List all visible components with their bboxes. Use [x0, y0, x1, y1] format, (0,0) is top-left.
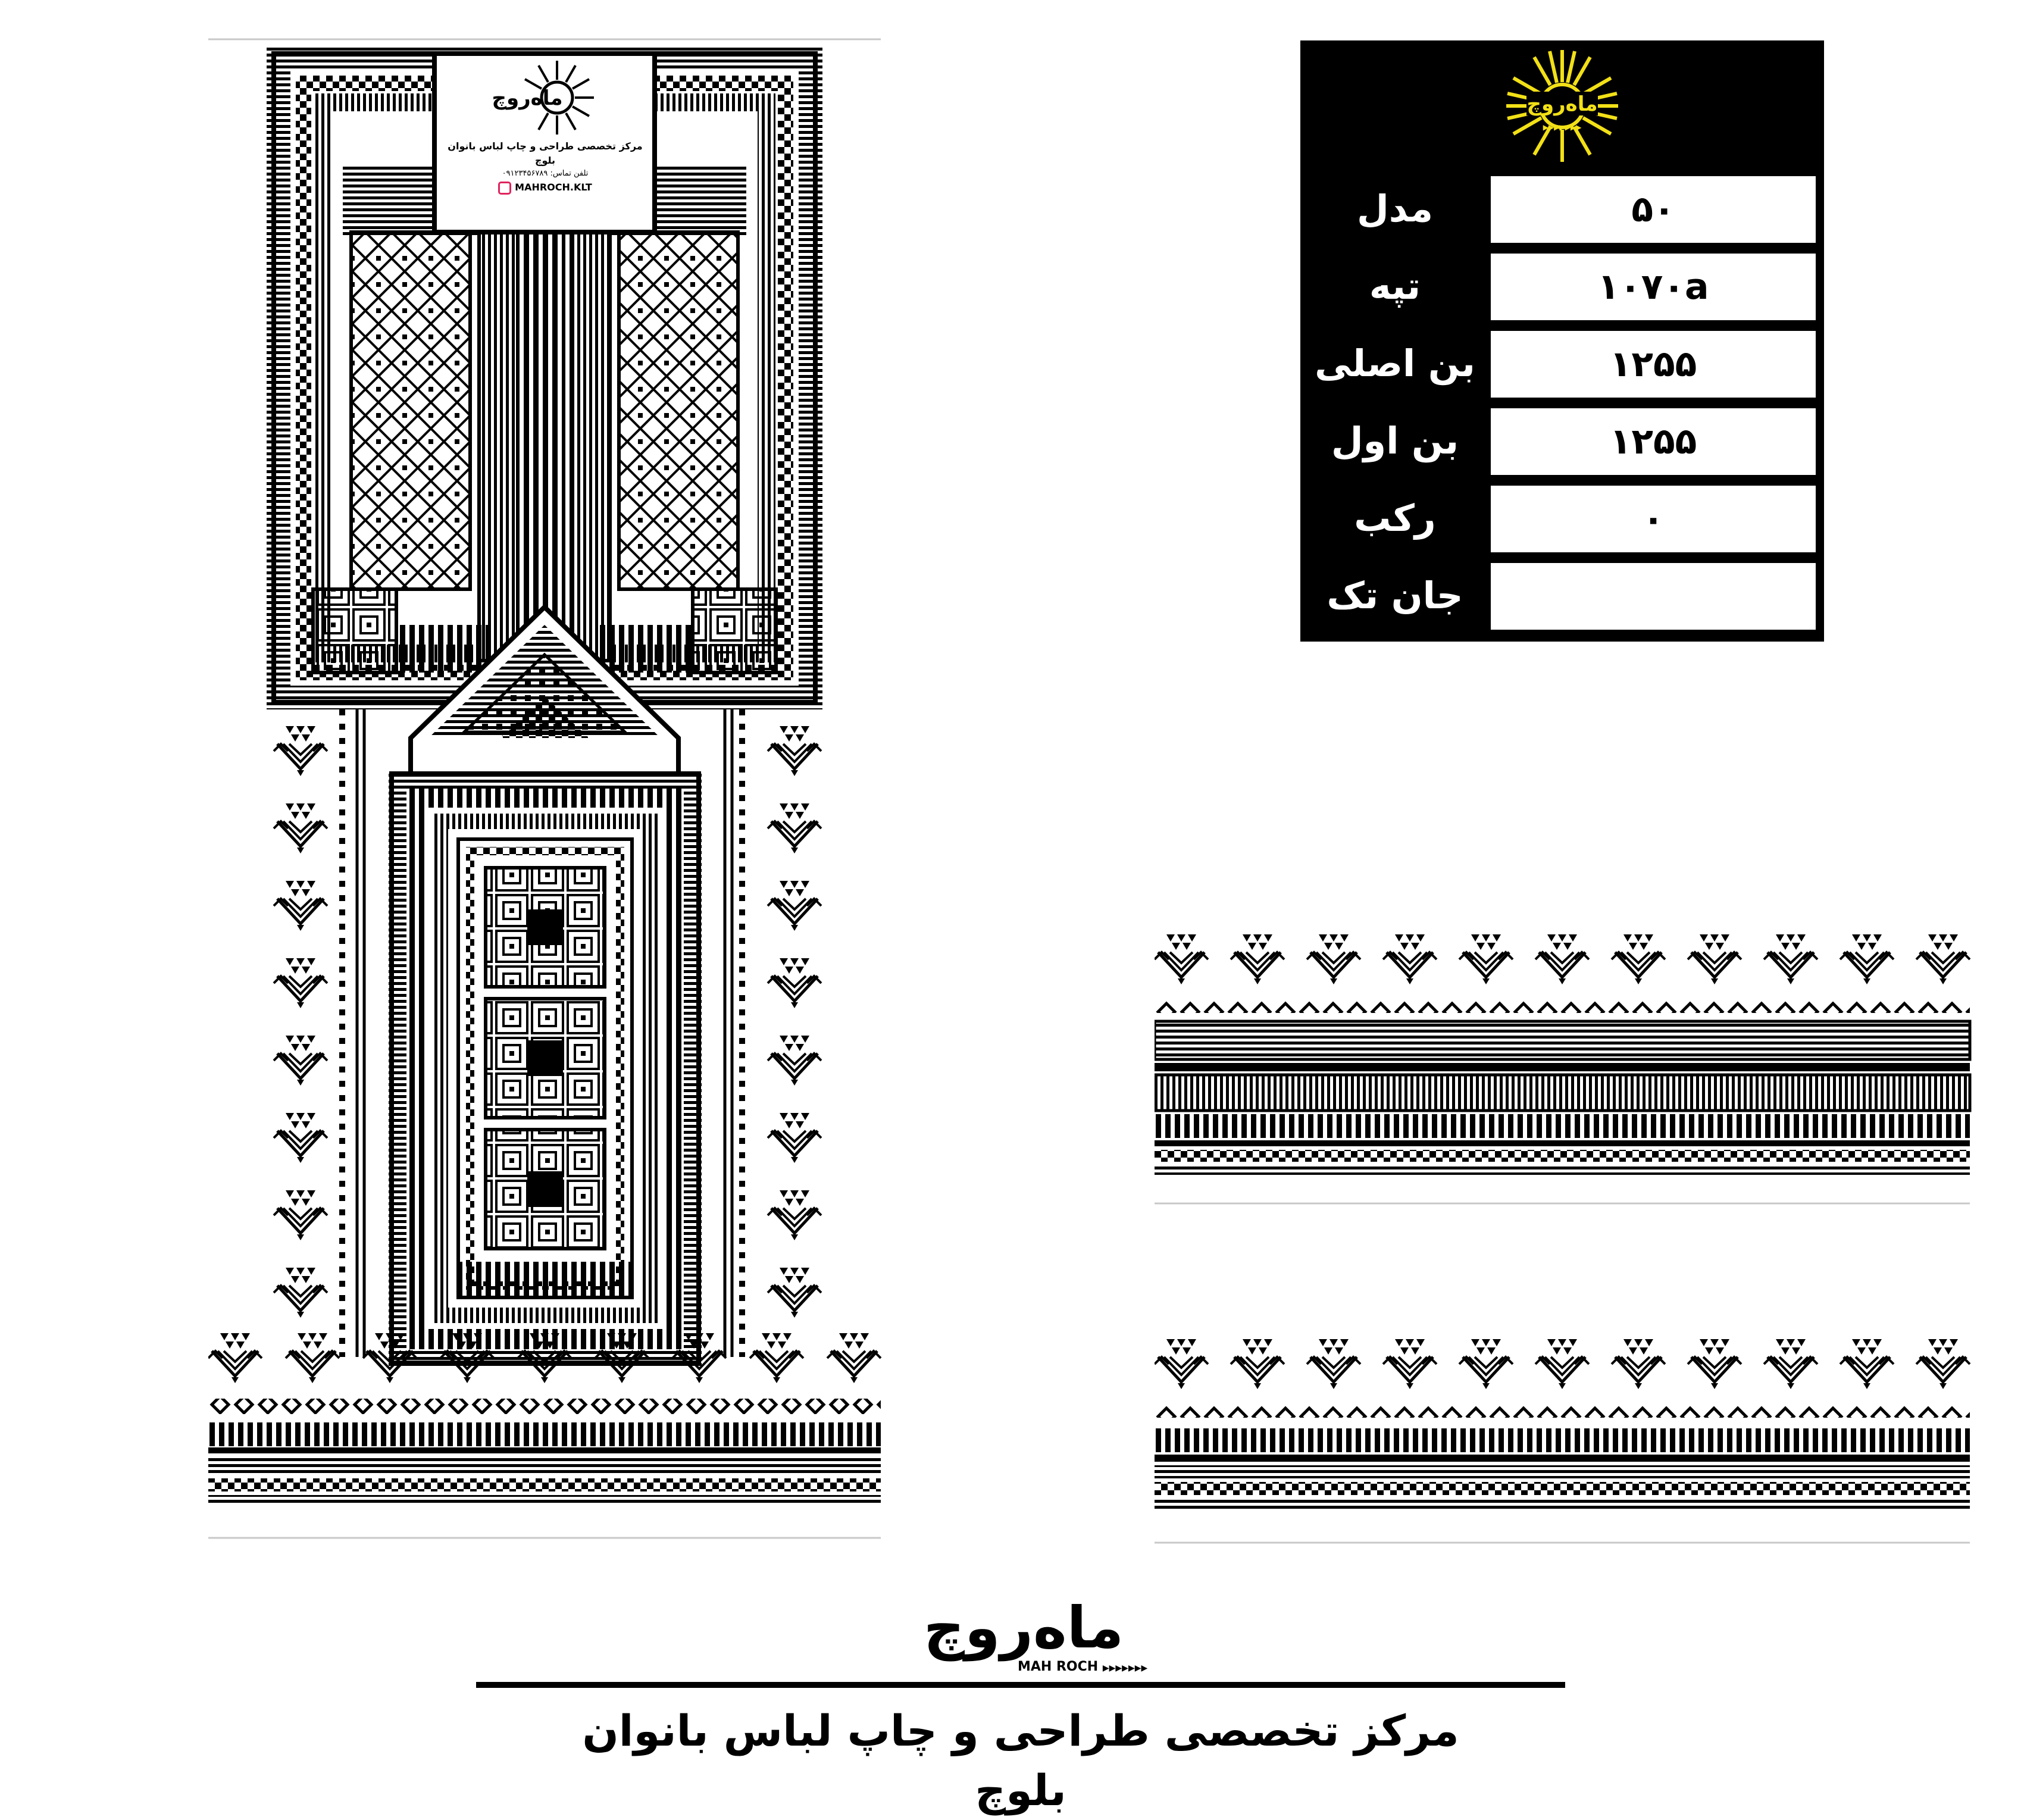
medallion-top [486, 868, 605, 987]
spec-label: بن اول [1331, 419, 1459, 462]
spec-table [1300, 40, 1824, 642]
garment-label-line1: مرکز تخصصی طراحی و چاپ لباس بانوان بلوچ [448, 140, 643, 166]
medallion-bottom [486, 1130, 605, 1249]
spec-row-sleeve [1309, 481, 1816, 551]
instagram-icon [498, 182, 511, 195]
sleeve-border-strip-upper [1155, 928, 1976, 1208]
spec-value: ۱۰۷۰a [1491, 254, 1816, 320]
spec-label: تپه [1369, 264, 1421, 308]
side-tree-column-right [725, 708, 821, 1357]
spec-value: ۱۲۵۵ [1491, 331, 1816, 398]
front-pocket-panel [392, 607, 699, 1363]
spec-value: ۵۰ [1491, 176, 1816, 243]
spec-label: جان تک [1327, 574, 1463, 617]
medallion-middle [486, 999, 605, 1118]
footer-tagline: مرکز تخصصی طراحی و چاپ لباس بانوان بلوچ [582, 1706, 1459, 1815]
svg-text:ماه‌روچ: ماه‌روچ [492, 86, 563, 110]
sun-logo-yellow-icon [1300, 40, 1824, 171]
spec-row-main-base [1309, 326, 1816, 396]
garment-label [438, 56, 652, 199]
footer-divider [476, 1682, 1565, 1688]
svg-text:ماه‌روچ: ماه‌روچ [1526, 92, 1598, 116]
svg-text:▶▶▶▶▶▶▶: ▶▶▶▶▶▶▶ [1543, 123, 1582, 132]
sun-logo-icon [438, 56, 652, 139]
side-tree-column-left [274, 708, 364, 1357]
spec-row-first-base [1309, 404, 1816, 474]
footer-brand-logo [899, 1595, 1149, 1690]
garment-label-instagram: MAHROCH.KLT [438, 180, 652, 195]
footer-brand-name: ماه‌روچ [923, 1594, 1124, 1661]
spec-row-tape [1309, 249, 1816, 319]
spec-label: مدل [1357, 187, 1433, 230]
spec-row-model [1309, 171, 1816, 242]
garment-label-line2: تلفن تماس: ۰۹۱۲۳۴۵۶۷۸۹ [502, 169, 589, 178]
spec-value: ۱۲۵۵ [1491, 408, 1816, 475]
sleeve-border-strip-lower [1155, 1333, 1976, 1547]
dress-design-panel [208, 36, 887, 1547]
spec-row-single-body [1309, 558, 1816, 628]
spec-label: بن اصلی [1315, 342, 1475, 385]
spec-label: رکب [1354, 496, 1436, 540]
footer-brand-latin: MAH ROCH [1018, 1659, 1099, 1674]
footer-arrows: ▶▶▶▶▶▶▶ [1102, 1663, 1148, 1673]
spec-value: ۰ [1491, 486, 1816, 552]
spec-value [1491, 563, 1816, 630]
